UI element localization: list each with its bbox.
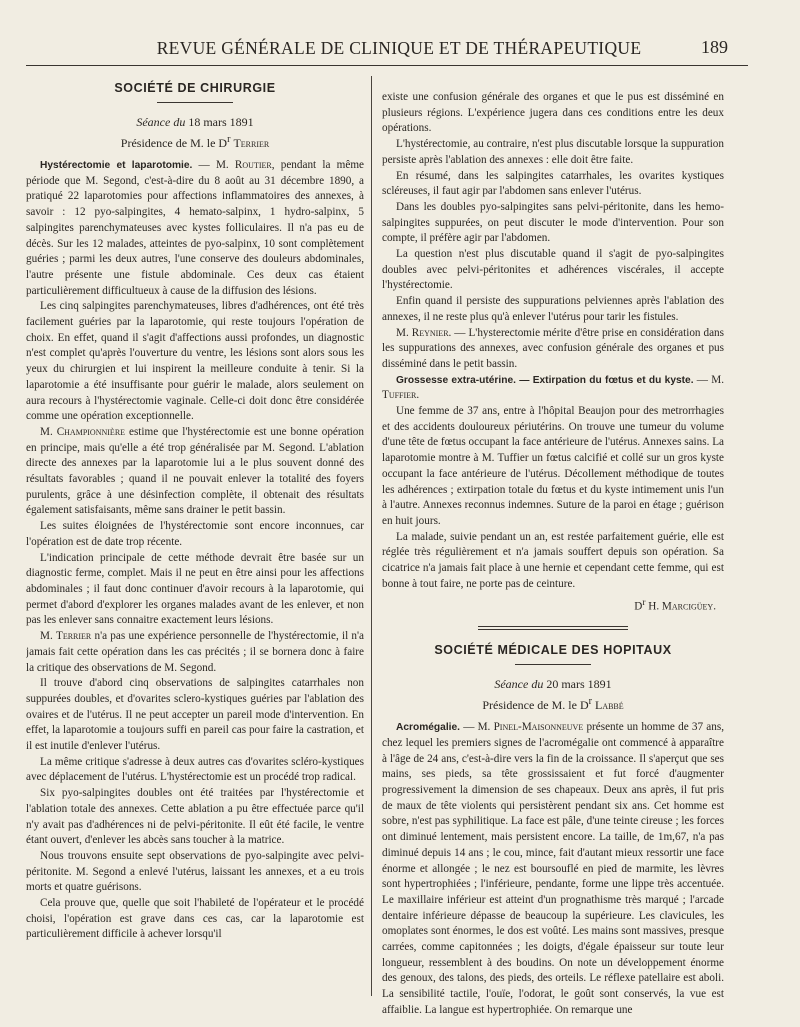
signature-sup: r (642, 597, 646, 608)
seance-prefix: Séance du (494, 677, 544, 692)
signature-name: H. Marcigüey. (648, 600, 716, 613)
column-divider (371, 76, 372, 996)
paragraph: Les cinq salpingites parenchymateuses, libres d'adhérences, ont été très facilement guéries par la laparotomie, qui reste toujours l'opération de choix. En effet, quand il s'agit d'affections aussi profondes, un diagnostic n'est complet qu'après l'ouverture du ventre, les lésions sont alors sous les yeux du chirurgien et lui inspirent la meilleure conduite à tenir. Si la laparotomie a été insuffisante pour guérir le malade, alors seulement on aura recours à l'hystérectomie vaginale. Celle-ci doit donc être considérée comme une opération exceptionnelle. (26, 300, 364, 423)
journal-title: REVUE GÉNÉRALE DE CLINIQUE ET DE THÉRAPEUTIQUE (156, 38, 642, 58)
presidence-prefix: Présidence de M. le D (120, 136, 228, 150)
article-head-grossesse: Grossesse extra-utérine. — Extirpation du fœtus et du kyste. (396, 374, 694, 386)
speaker-name: Terrier (55, 630, 92, 643)
paragraph-lead: — M. (693, 373, 724, 386)
paragraph-text: présente un homme de 37 ans, chez lequel les premiers signes de l'acromégalie ont commencé à apparaître à l'âge de 24 ans, c'est-à-dire vers la fin de la croissance. Il s'aperçut que ses mains, ses pieds, sa tête grossissaient et fut forcé d'augmenter progressivement la dimension de ses chapeaux. Deux ans après, il fut pris de maux de tête violents qui persistèrent pendant six ans. Cet homme est sobre, n'est pas syphilitique. La face est pâle, d'une teinte cireuse ; les forces ont diminué lentement, mais persistent encore. La taille, de 1m,67, n'a pas diminué depuis 14 ans ; le cou, mince, fait d'autant mieux ressortir une face énorme et allongée ; le nez est boursouflé en pied de marmite, les lèvres sont hypertrophiées ; l'inférieure, pendante, forme une lippe très accentuée. Le maxillaire inférieur est atteint d'un prognathisme très marqué ; l'arcade dentaire inférieure dépasse de beaucoup la supérieure. Les clavicules, les omoplates sont énormes, le dos est voûté. Les mains sont massives, presque carrées, comme capitonnées ; les doigts, d'égale épaisseur sur toute leur longueur, ressemblent à des boudins. On note un développement énorme des genoux, des talons, des pieds, des orteils. Le réflexe patellaire est aboli. La sensibilité tactile, l'ouïe, l'odorat, le goût sont conservés, la vue est affaiblie. La langue est hypertrophiée. On remarque une (382, 721, 724, 1016)
paragraph: En résumé, dans les salpingites catarrhales, les ovarites kystiques scléreuses, il faut agir par l'abdomen sans enlever l'utérus. (382, 169, 724, 198)
president-name: Labbé (594, 698, 624, 713)
paragraph: Les suites éloignées de l'hystérectomie sont encore inconnues, car l'opération est de date trop récente. (26, 520, 364, 548)
paragraph: Six pyo-salpingites doubles ont été traitées par l'hystérectomie et l'ablation totale des annexes. Cette ablation a pu être effectuée parce qu'il n'y avait pas d'adhérences ni de pelvi-péritonite. Il eût été facile, le ventre étant ouvert, d'enlever les abcès sans toucher à la matrice. (26, 787, 364, 847)
presidence-sup: r (588, 696, 592, 708)
header-rule (26, 65, 748, 66)
signature (382, 595, 716, 615)
seance-prefix: Séance du (136, 115, 186, 129)
paragraph: Il trouve d'abord cinq observations de salpingites catarrhales non suppurées doubles, et d'ovarites sclero-kystiques guéries par l'ablation des ovaires et de l'utérus. Il ne peut accepter un pareil mode d'intervention. En effet, la laparotomie a toujours suffi en pareil cas pour faire la castration, et il est inutile d'enlever l'utérus. (26, 677, 364, 753)
running-head (26, 34, 756, 60)
seance-date: 20 mars 1891 (546, 677, 612, 692)
president-name: Terrier (233, 136, 270, 150)
paragraph: L'indication principale de cette méthode devrait être basée sur un diagnostic ferme, complet. Mais il ne peut en être ainsi pour les affections abdominales ; il faut donc continuer d'avoir recours à la laparotomie, qui permet d'abord d'explorer les organes malades avant de les enlever, et non pas les enlever sans connaitre exactement leurs lésions. (26, 551, 364, 627)
signature-prefix: D (634, 600, 643, 613)
paragraph: Cela prouve que, quelle que soit l'habileté de l'opérateur et le procédé choisi, l'opération est grave dans ces cas, car la laparotomie est particulièrement difficile à achever lorsqu'il (26, 897, 364, 941)
seance-line (26, 113, 364, 131)
section-rule (515, 664, 591, 665)
paragraph-end: . (416, 389, 420, 402)
paragraph-lead: M. (40, 630, 56, 643)
paragraph-text: estime que l'hystérectomie est une bonne opération en principe, mais qu'elle a été trop généralisée par M. Segond. L'ablation directe des annexes par la laparotomie lui a le plus souvent donné des résultats favorables ; quand il ne pouvait enlever la totalité des foyers purulents, grâce à une désinfection complète, il obtenait des résultats également satisfaisants, même sans drainer le petit bassin. (26, 425, 364, 517)
paragraph: La malade, suivie pendant un an, est restée parfaitement guérie, elle est réglée très régulièrement et n'a jamais souffert depuis son opération. Sa cicatrice n'a jamais fait place à une hernie et cependant cette femme, qui est bonne à tout faire, ne porte pas de ceinture. (382, 530, 724, 590)
presidence-line (26, 131, 364, 152)
paragraph: Une femme de 37 ans, entre à l'hôpital Beaujon pour des metrorrhagies et des accidents douloureux périutérins. On trouve une tumeur du volume d'une tête de fœtus occupant la face antérieure de l'utérus. Annexes sains. La laparotomie montre à M. Tuffier un fœtus calcifié et collé sur un gros kyste occupant la face antérieure de l'utérus. Décollement méthodique de toutes les adhérences ; extirpation totale du fœtus et du kyste intimement unis l'un à l'autre. Annexes reconnus indemnes. Suture de la paroi en étage ; guérison en huit jours. (382, 405, 724, 527)
paragraph: Dans les doubles pyo-salpingites sans pelvi-péritonite, dans les hemo-salpingites suppurées, on peut discuter le mode d'intervention. Pour son compte, il préfère agir par l'abdomen. (382, 200, 724, 245)
paragraph-lead: M. (396, 326, 412, 339)
section-title-hopitaux: SOCIÉTÉ MÉDICALE DES HOPITAUX (434, 643, 672, 658)
paragraph-lead: M. (40, 425, 57, 438)
right-column (382, 90, 724, 1020)
left-column (26, 80, 364, 1010)
article-head-acromegalie: Acromégalie. (396, 722, 460, 734)
paragraph (382, 326, 724, 373)
paragraph: La question n'est plus discutable quand il s'agit de pyo-salpingites doubles avec pelvi-péritonites et adhérences viscérales, il accepte l'hystérectomie. (382, 248, 724, 292)
seance-date: 18 mars 1891 (188, 115, 254, 129)
section-title-chirurgie: SOCIÉTÉ DE CHIRURGIE (114, 81, 276, 95)
section-separator (478, 626, 628, 630)
paragraph-lead: — M. (459, 721, 494, 734)
section-rule (157, 102, 233, 103)
presidence-sup: r (227, 134, 231, 145)
paragraph: existe une confusion générale des organes et que le pus est disséminé en plusieurs régions. L'expérience jugera dans ces conditions entre les deux opérations. (382, 91, 724, 135)
speaker-name: Championnière (56, 425, 126, 438)
paragraph: La même critique s'adresse à deux autres cas d'ovarites scléro-kystiques avec déplacement de l'utérus. L'hystérectomie est un procédé trop radical. (26, 755, 364, 784)
presidence-prefix: Présidence de M. le D (482, 698, 589, 713)
paragraph (26, 425, 364, 519)
paragraph (382, 373, 724, 404)
paragraph (26, 158, 364, 299)
page-number: 189 (701, 37, 728, 57)
paragraph (26, 629, 364, 676)
paragraph: Nous trouvons ensuite sept observations de pyo-salpingite avec pelvi-péritonite. M. Segond a enlevé l'utérus, laissant les annexes, et a eu trois morts et quatre guérisons. (26, 849, 364, 894)
speaker-name: Routier (234, 159, 272, 171)
paragraph (382, 720, 724, 1018)
paragraph: L'hystérectomie, au contraire, n'est plus discutable lorsque la suppuration persiste après l'ablation des annexes : elle doit être faite. (382, 138, 724, 166)
presidence-line (382, 693, 724, 714)
speaker-name: Reynier (411, 326, 449, 339)
paragraph-text: , pendant la même période que M. Segond, c'est-à-dire du 8 août au 31 décembre 1890, a pratiqué 22 laparotomies pour affections inflammatoires des annexes, à savoir : 12 pyo-salpingites, 4 hemato-salpinx, 1 hydro-salpinx, 5 salpingites parenchymateuses avec kystes folliculaires. Il n'a pas eu de décès. Sur les 12 malades, atteintes de pyo-salpinx, 10 sont complètement guéries ; parmi les deux autres, l'une conserve des douleurs abdominales, l'autre présente une fistule abdominale. Ces deux cas étaient particulièrement difficultueux à cause de la diffusion des lésions. (26, 159, 364, 297)
paragraph: Enfin quand il persiste des suppurations pelviennes après l'ablation des annexes, il ne reste plus qu'à enlever l'utérus pour tarir les fistules. (382, 295, 724, 323)
paragraph-lead: — M. (192, 159, 235, 171)
speaker-name: Pinel-Maisonneuve (493, 721, 584, 734)
paragraph-text: n'a pas une expérience personnelle de l'hystérectomie, il n'a jamais fait cette opération dans les cas précités ; il se bornera donc à faire la critique des observations de M. Segond. (26, 630, 364, 674)
speaker-name: Tuffier (382, 389, 417, 402)
article-head-hysterectomie: Hystérectomie et laparotomie. (40, 160, 193, 171)
paragraph-text: . — L'hysterectomie mérite d'être prise en considération dans les suppurations des annexes, avec confusion générale des organes et pus disséminé dans le petit bassin. (382, 326, 724, 370)
seance-line (382, 675, 724, 693)
